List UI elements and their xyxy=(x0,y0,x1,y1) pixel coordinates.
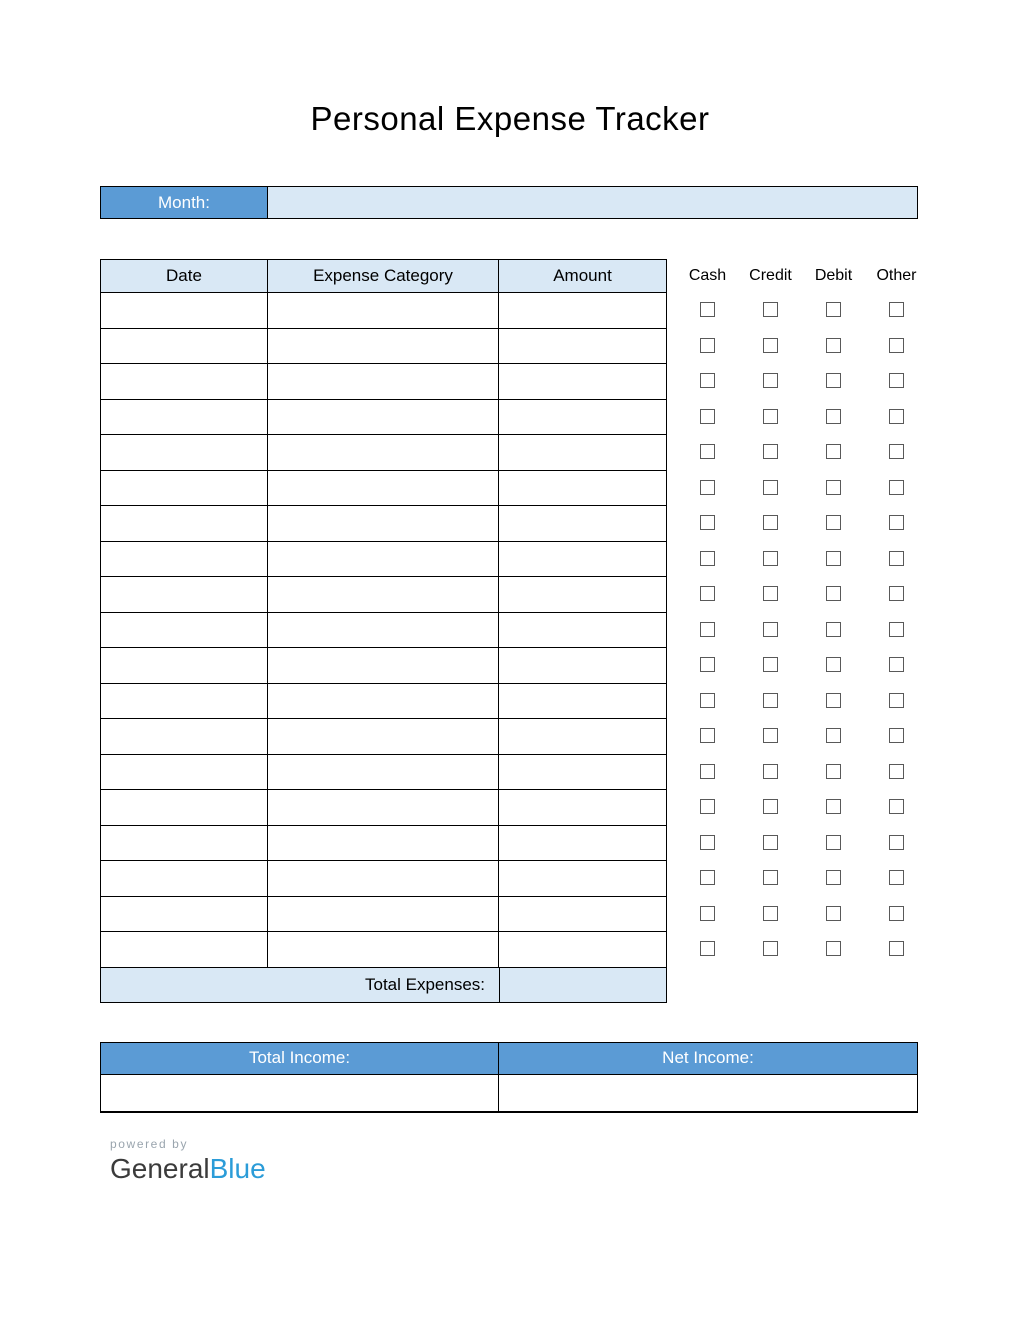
table-row xyxy=(101,293,666,329)
other-checkbox-slot xyxy=(865,399,928,435)
debit-checkbox[interactable] xyxy=(826,622,841,637)
header-debit: Debit xyxy=(814,266,853,284)
debit-checkbox-slot xyxy=(802,363,865,399)
cash-checkbox[interactable] xyxy=(700,693,715,708)
other-checkbox-slot xyxy=(865,647,928,683)
debit-checkbox[interactable] xyxy=(826,941,841,956)
debit-checkbox[interactable] xyxy=(826,444,841,459)
header-amount: Amount xyxy=(499,260,666,293)
table-row xyxy=(101,897,666,933)
checkbox-row xyxy=(676,505,928,541)
checkbox-row xyxy=(676,931,928,967)
credit-checkbox[interactable] xyxy=(763,444,778,459)
brand-blue: Blue xyxy=(209,1152,266,1184)
cash-checkbox-slot xyxy=(676,896,739,932)
credit-checkbox-slot xyxy=(739,434,802,470)
checkbox-row xyxy=(676,754,928,790)
powered-by-text: powered by xyxy=(110,1136,189,1151)
cash-checkbox[interactable] xyxy=(700,373,715,388)
credit-checkbox[interactable] xyxy=(763,480,778,495)
cash-checkbox[interactable] xyxy=(700,941,715,956)
table-row xyxy=(101,542,666,578)
credit-checkbox[interactable] xyxy=(763,586,778,601)
other-checkbox-slot xyxy=(865,363,928,399)
cash-checkbox[interactable] xyxy=(700,870,715,885)
month-bar xyxy=(100,186,918,219)
credit-checkbox[interactable] xyxy=(763,409,778,424)
category-cell[interactable] xyxy=(268,329,499,365)
table-row xyxy=(101,755,666,791)
table-row xyxy=(101,364,666,400)
table-row xyxy=(101,435,666,471)
debit-checkbox-slot xyxy=(802,860,865,896)
month-input[interactable] xyxy=(268,187,917,218)
brand-general: General xyxy=(110,1152,210,1184)
total-income-label: Total Income: xyxy=(101,1043,499,1074)
debit-checkbox-slot xyxy=(802,576,865,612)
credit-checkbox[interactable] xyxy=(763,373,778,388)
amount-cell[interactable] xyxy=(499,435,666,471)
date-cell[interactable] xyxy=(101,684,268,720)
checkbox-row xyxy=(676,470,928,506)
category-cell[interactable] xyxy=(268,897,499,933)
cash-checkbox-slot xyxy=(676,505,739,541)
other-checkbox[interactable] xyxy=(889,302,904,317)
credit-checkbox-slot xyxy=(739,470,802,506)
other-checkbox[interactable] xyxy=(889,728,904,743)
checkbox-row xyxy=(676,328,928,364)
cash-checkbox-slot xyxy=(676,754,739,790)
debit-checkbox-slot xyxy=(802,896,865,932)
debit-checkbox[interactable] xyxy=(826,409,841,424)
credit-checkbox-slot xyxy=(739,505,802,541)
credit-checkbox[interactable] xyxy=(763,799,778,814)
credit-checkbox-slot xyxy=(739,363,802,399)
income-summary-table xyxy=(100,1042,918,1113)
debit-checkbox-slot xyxy=(802,612,865,648)
debit-checkbox-slot xyxy=(802,505,865,541)
amount-cell[interactable] xyxy=(499,506,666,542)
date-cell[interactable] xyxy=(101,790,268,826)
debit-checkbox-slot xyxy=(802,754,865,790)
cash-checkbox[interactable] xyxy=(700,302,715,317)
header-other: Other xyxy=(876,266,917,284)
category-cell[interactable] xyxy=(268,364,499,400)
category-cell[interactable] xyxy=(268,648,499,684)
checkbox-row xyxy=(676,612,928,648)
checkbox-row xyxy=(676,860,928,896)
date-cell[interactable] xyxy=(101,329,268,365)
checkbox-row xyxy=(676,292,928,328)
cash-checkbox-slot xyxy=(676,612,739,648)
other-checkbox-slot xyxy=(865,896,928,932)
table-row xyxy=(101,932,666,968)
cash-checkbox-slot xyxy=(676,292,739,328)
credit-checkbox-slot xyxy=(739,399,802,435)
debit-checkbox[interactable] xyxy=(826,302,841,317)
debit-checkbox[interactable] xyxy=(826,551,841,566)
total-expenses-value[interactable] xyxy=(500,968,666,1002)
amount-cell[interactable] xyxy=(499,861,666,897)
date-cell[interactable] xyxy=(101,861,268,897)
table-row xyxy=(101,684,666,720)
category-cell[interactable] xyxy=(268,577,499,613)
cash-checkbox-slot xyxy=(676,434,739,470)
amount-cell[interactable] xyxy=(499,790,666,826)
footer-brand xyxy=(110,1137,1020,1185)
category-cell[interactable] xyxy=(268,932,499,968)
date-cell[interactable] xyxy=(101,932,268,968)
credit-checkbox-slot xyxy=(739,683,802,719)
other-checkbox-slot xyxy=(865,328,928,364)
amount-cell[interactable] xyxy=(499,613,666,649)
amount-cell[interactable] xyxy=(499,826,666,862)
credit-checkbox-slot xyxy=(739,718,802,754)
other-checkbox-slot xyxy=(865,789,928,825)
cash-checkbox[interactable] xyxy=(700,728,715,743)
cash-checkbox-slot xyxy=(676,860,739,896)
expense-section xyxy=(100,259,1020,1003)
credit-checkbox[interactable] xyxy=(763,728,778,743)
debit-checkbox-slot xyxy=(802,399,865,435)
debit-checkbox[interactable] xyxy=(826,480,841,495)
credit-checkbox-slot xyxy=(739,612,802,648)
table-row xyxy=(101,826,666,862)
checkbox-row xyxy=(676,789,928,825)
amount-cell[interactable] xyxy=(499,293,666,329)
category-cell[interactable] xyxy=(268,684,499,720)
credit-checkbox-slot xyxy=(739,754,802,790)
cash-checkbox-slot xyxy=(676,576,739,612)
other-checkbox[interactable] xyxy=(889,799,904,814)
page-title: Personal Expense Tracker xyxy=(310,100,710,137)
cash-checkbox[interactable] xyxy=(700,444,715,459)
table-row xyxy=(101,471,666,507)
checkbox-row xyxy=(676,647,928,683)
debit-checkbox[interactable] xyxy=(826,515,841,530)
cash-checkbox-slot xyxy=(676,647,739,683)
other-checkbox[interactable] xyxy=(889,444,904,459)
category-cell[interactable] xyxy=(268,293,499,329)
date-cell[interactable] xyxy=(101,471,268,507)
header-cash: Cash xyxy=(688,266,727,284)
other-checkbox-slot xyxy=(865,505,928,541)
other-checkbox[interactable] xyxy=(889,338,904,353)
credit-checkbox-slot xyxy=(739,789,802,825)
other-checkbox-slot xyxy=(865,718,928,754)
other-checkbox[interactable] xyxy=(889,870,904,885)
generalblue-logo xyxy=(110,1153,1020,1185)
credit-checkbox-slot xyxy=(739,541,802,577)
date-cell[interactable] xyxy=(101,506,268,542)
credit-checkbox-slot xyxy=(739,576,802,612)
header-date: Date xyxy=(101,260,268,293)
category-cell[interactable] xyxy=(268,826,499,862)
other-checkbox[interactable] xyxy=(889,835,904,850)
header-credit: Credit xyxy=(749,266,792,284)
debit-checkbox-slot xyxy=(802,434,865,470)
other-checkbox-slot xyxy=(865,541,928,577)
debit-checkbox-slot xyxy=(802,718,865,754)
checkbox-row xyxy=(676,399,928,435)
checkbox-row xyxy=(676,576,928,612)
debit-checkbox-slot xyxy=(802,789,865,825)
cash-checkbox[interactable] xyxy=(700,515,715,530)
cash-checkbox-slot xyxy=(676,825,739,861)
other-checkbox-slot xyxy=(865,470,928,506)
credit-checkbox[interactable] xyxy=(763,338,778,353)
credit-checkbox-slot xyxy=(739,860,802,896)
credit-checkbox[interactable] xyxy=(763,302,778,317)
credit-checkbox[interactable] xyxy=(763,870,778,885)
other-checkbox[interactable] xyxy=(889,373,904,388)
other-checkbox[interactable] xyxy=(889,941,904,956)
debit-checkbox-slot xyxy=(802,470,865,506)
date-cell[interactable] xyxy=(101,435,268,471)
debit-checkbox-slot xyxy=(802,931,865,967)
other-checkbox-slot xyxy=(865,931,928,967)
credit-checkbox-slot xyxy=(739,647,802,683)
credit-checkbox[interactable] xyxy=(763,551,778,566)
checkbox-row xyxy=(676,718,928,754)
category-cell[interactable] xyxy=(268,719,499,755)
other-checkbox-slot xyxy=(865,292,928,328)
table-row xyxy=(101,506,666,542)
date-cell[interactable] xyxy=(101,648,268,684)
total-expenses-label: Total Expenses: xyxy=(101,968,500,1002)
category-cell[interactable] xyxy=(268,861,499,897)
credit-checkbox-slot xyxy=(739,292,802,328)
debit-checkbox[interactable] xyxy=(826,764,841,779)
amount-cell[interactable] xyxy=(499,400,666,436)
amount-cell[interactable] xyxy=(499,684,666,720)
category-cell[interactable] xyxy=(268,790,499,826)
other-checkbox-slot xyxy=(865,683,928,719)
credit-checkbox-slot xyxy=(739,931,802,967)
table-row xyxy=(101,719,666,755)
category-cell[interactable] xyxy=(268,435,499,471)
income-summary-header xyxy=(101,1043,917,1074)
debit-checkbox[interactable] xyxy=(826,870,841,885)
cash-checkbox-slot xyxy=(676,328,739,364)
debit-checkbox[interactable] xyxy=(826,906,841,921)
cash-checkbox-slot xyxy=(676,541,739,577)
other-checkbox[interactable] xyxy=(889,409,904,424)
debit-checkbox[interactable] xyxy=(826,657,841,672)
date-cell[interactable] xyxy=(101,577,268,613)
other-checkbox[interactable] xyxy=(889,906,904,921)
cash-checkbox[interactable] xyxy=(700,764,715,779)
expense-rows xyxy=(101,293,666,968)
net-income-value[interactable] xyxy=(499,1074,917,1111)
cash-checkbox-slot xyxy=(676,399,739,435)
amount-cell[interactable] xyxy=(499,471,666,507)
cash-checkbox-slot xyxy=(676,931,739,967)
expense-table-header xyxy=(101,260,666,293)
checkbox-row xyxy=(676,896,928,932)
cash-checkbox[interactable] xyxy=(700,657,715,672)
date-cell[interactable] xyxy=(101,364,268,400)
other-checkbox[interactable] xyxy=(889,693,904,708)
category-cell[interactable] xyxy=(268,471,499,507)
category-cell[interactable] xyxy=(268,542,499,578)
net-income-label: Net Income: xyxy=(499,1043,917,1074)
debit-checkbox[interactable] xyxy=(826,338,841,353)
checkbox-row xyxy=(676,825,928,861)
date-cell[interactable] xyxy=(101,719,268,755)
debit-checkbox-slot xyxy=(802,292,865,328)
debit-checkbox[interactable] xyxy=(826,586,841,601)
date-cell[interactable] xyxy=(101,400,268,436)
category-cell[interactable] xyxy=(268,506,499,542)
table-row xyxy=(101,790,666,826)
cash-checkbox-slot xyxy=(676,470,739,506)
amount-cell[interactable] xyxy=(499,719,666,755)
payment-method-panel xyxy=(676,259,928,967)
category-cell[interactable] xyxy=(268,613,499,649)
debit-checkbox-slot xyxy=(802,683,865,719)
month-label: Month: xyxy=(101,187,268,218)
table-row xyxy=(101,329,666,365)
other-checkbox[interactable] xyxy=(889,586,904,601)
date-cell[interactable] xyxy=(101,755,268,791)
debit-checkbox-slot xyxy=(802,647,865,683)
credit-checkbox-slot xyxy=(739,896,802,932)
checkbox-rows xyxy=(676,292,928,967)
amount-cell[interactable] xyxy=(499,329,666,365)
credit-checkbox[interactable] xyxy=(763,906,778,921)
debit-checkbox[interactable] xyxy=(826,799,841,814)
date-cell[interactable] xyxy=(101,826,268,862)
amount-cell[interactable] xyxy=(499,755,666,791)
cash-checkbox[interactable] xyxy=(700,409,715,424)
cash-checkbox-slot xyxy=(676,683,739,719)
cash-checkbox-slot xyxy=(676,789,739,825)
other-checkbox-slot xyxy=(865,825,928,861)
debit-checkbox-slot xyxy=(802,541,865,577)
cash-checkbox[interactable] xyxy=(700,586,715,601)
checkbox-row xyxy=(676,541,928,577)
debit-checkbox-slot xyxy=(802,825,865,861)
cash-checkbox[interactable] xyxy=(700,480,715,495)
checkbox-row xyxy=(676,434,928,470)
credit-checkbox[interactable] xyxy=(763,764,778,779)
credit-checkbox[interactable] xyxy=(763,693,778,708)
other-checkbox[interactable] xyxy=(889,764,904,779)
date-cell[interactable] xyxy=(101,542,268,578)
other-checkbox-slot xyxy=(865,434,928,470)
debit-checkbox-slot xyxy=(802,328,865,364)
expense-table xyxy=(100,259,667,1003)
debit-checkbox[interactable] xyxy=(826,693,841,708)
other-checkbox-slot xyxy=(865,576,928,612)
cash-checkbox[interactable] xyxy=(700,338,715,353)
total-income-value[interactable] xyxy=(101,1074,499,1111)
total-expenses-row xyxy=(101,968,666,1002)
cash-checkbox[interactable] xyxy=(700,551,715,566)
other-checkbox-slot xyxy=(865,754,928,790)
date-cell[interactable] xyxy=(101,897,268,933)
other-checkbox[interactable] xyxy=(889,551,904,566)
cash-checkbox[interactable] xyxy=(700,622,715,637)
category-cell[interactable] xyxy=(268,755,499,791)
amount-cell[interactable] xyxy=(499,577,666,613)
credit-checkbox-slot xyxy=(739,825,802,861)
amount-cell[interactable] xyxy=(499,932,666,968)
cash-checkbox-slot xyxy=(676,363,739,399)
cash-checkbox[interactable] xyxy=(700,906,715,921)
table-row xyxy=(101,613,666,649)
header-category: Expense Category xyxy=(268,260,499,293)
cash-checkbox[interactable] xyxy=(700,835,715,850)
credit-checkbox[interactable] xyxy=(763,835,778,850)
checkbox-row xyxy=(676,683,928,719)
other-checkbox-slot xyxy=(865,612,928,648)
cash-checkbox[interactable] xyxy=(700,799,715,814)
debit-checkbox[interactable] xyxy=(826,373,841,388)
table-row xyxy=(101,648,666,684)
table-row xyxy=(101,400,666,436)
other-checkbox[interactable] xyxy=(889,480,904,495)
credit-checkbox[interactable] xyxy=(763,515,778,530)
other-checkbox[interactable] xyxy=(889,622,904,637)
table-row xyxy=(101,577,666,613)
credit-checkbox[interactable] xyxy=(763,622,778,637)
amount-cell[interactable] xyxy=(499,364,666,400)
credit-checkbox-slot xyxy=(739,328,802,364)
payment-method-header xyxy=(676,259,928,292)
cash-checkbox-slot xyxy=(676,718,739,754)
debit-checkbox[interactable] xyxy=(826,728,841,743)
income-summary-values xyxy=(101,1074,917,1111)
credit-checkbox[interactable] xyxy=(763,941,778,956)
amount-cell[interactable] xyxy=(499,542,666,578)
credit-checkbox[interactable] xyxy=(763,657,778,672)
table-row xyxy=(101,861,666,897)
category-cell[interactable] xyxy=(268,400,499,436)
amount-cell[interactable] xyxy=(499,897,666,933)
checkbox-row xyxy=(676,363,928,399)
other-checkbox-slot xyxy=(865,860,928,896)
debit-checkbox[interactable] xyxy=(826,835,841,850)
date-cell[interactable] xyxy=(101,293,268,329)
amount-cell[interactable] xyxy=(499,648,666,684)
date-cell[interactable] xyxy=(101,613,268,649)
other-checkbox[interactable] xyxy=(889,657,904,672)
other-checkbox[interactable] xyxy=(889,515,904,530)
